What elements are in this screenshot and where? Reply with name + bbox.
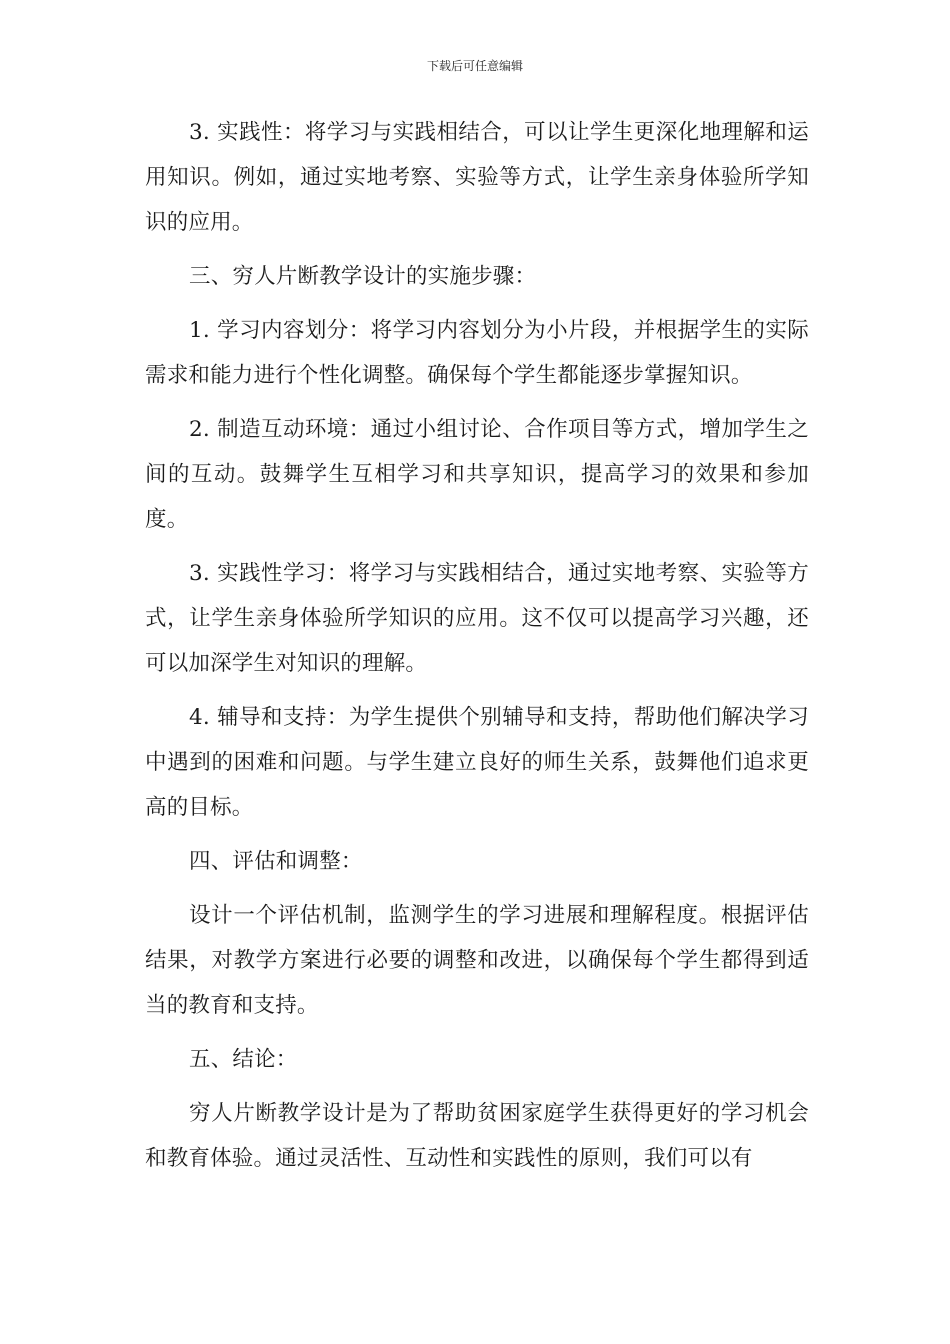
paragraph-practical-learning: 3. 实践性学习：将学习与实践相结合，通过实地考察、实验等方式，让学生亲身体验所学知识的应用。这不仅可以提高学习兴趣，还可以加深学生对知识的理解。 <box>145 561 809 676</box>
document-body <box>145 110 809 1190</box>
paragraph-interactive-environment: 2. 制造互动环境：通过小组讨论、合作项目等方式，增加学生之间的互动。鼓舞学生互相学习和共享知识，提高学习的效果和参加度。 <box>145 417 809 532</box>
paragraph-conclusion: 穷人片断教学设计是为了帮助贫困家庭学生获得更好的学习机会和教育体验。通过灵活性、互动性和实践性的原则，我们可以有 <box>145 1101 809 1171</box>
paragraph-tutoring-support: 4. 辅导和支持：为学生提供个别辅导和支持，帮助他们解决学习中遇到的困难和问题。与学生建立良好的师生关系，鼓舞他们追求更高的目标。 <box>145 705 809 820</box>
paragraph-content-division: 1. 学习内容划分：将学习内容划分为小片段，并根据学生的实际需求和能力进行个性化调整。确保每个学生都能逐步掌握知识。 <box>145 318 809 388</box>
paragraph-practicality: 3. 实践性：将学习与实践相结合，可以让学生更深化地理解和运用知识。例如，通过实地考察、实验等方式，让学生亲身体验所学知识的应用。 <box>145 120 809 235</box>
section-heading-evaluation: 四、评估和调整： <box>189 849 363 874</box>
page-header: 下载后可任意编辑 <box>426 59 523 73</box>
section-heading-implementation-steps: 三、穷人片断教学设计的实施步骤： <box>189 264 537 289</box>
paragraph-evaluation-mechanism: 设计一个评估机制，监测学生的学习进展和理解程度。根据评估结果，对教学方案进行必要的调整和改进，以确保每个学生都得到适当的教育和支持。 <box>145 903 809 1018</box>
section-heading-conclusion: 五、结论： <box>189 1047 298 1072</box>
